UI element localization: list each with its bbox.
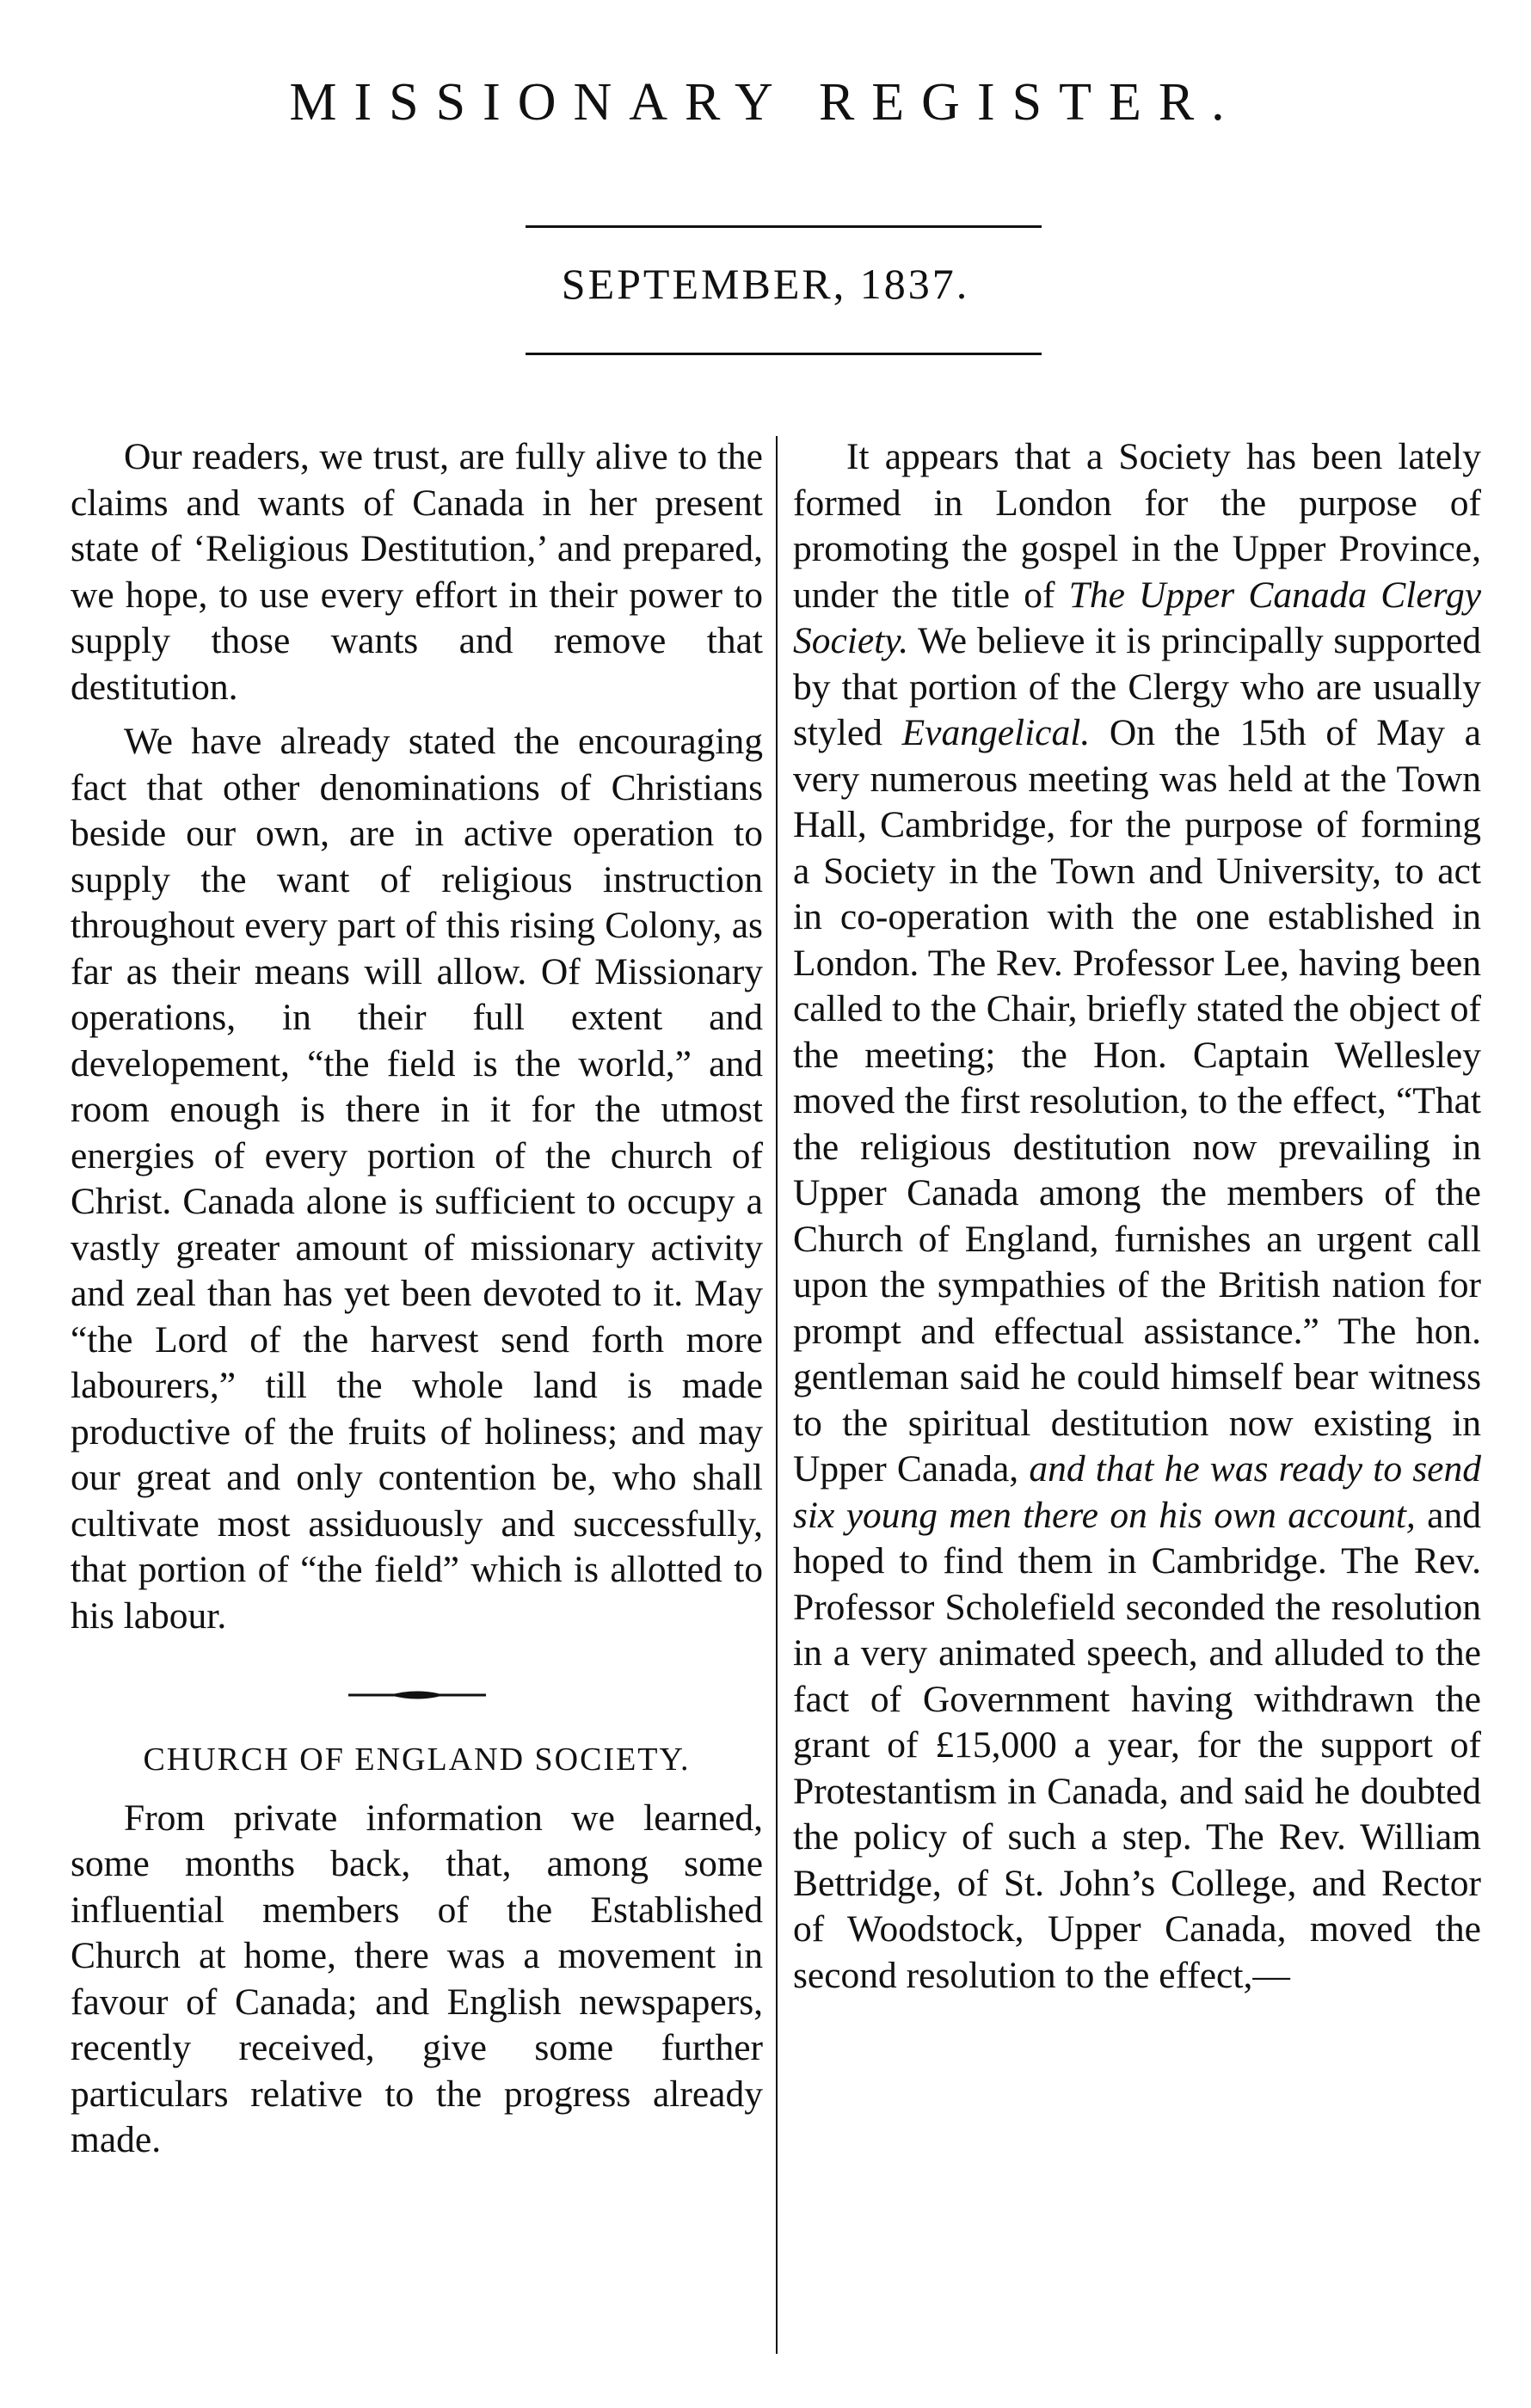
column-divider	[776, 436, 778, 2354]
ornament-divider-icon	[348, 1687, 486, 1703]
paragraph-upper-canada-society	[793, 434, 1481, 1999]
masthead: MISSIONARY REGISTER.	[289, 73, 1242, 132]
italic-quote: and that he was ready to send six young men there on his own account,	[793, 1448, 1481, 1536]
paragraph-readers: Our readers, we trust, are fully alive to the claims and wants of Canada in her present state of ‘Religious Destitution,’ and prepared, we hope, to use every effort in their power to supply those wants and remove that destitution.	[71, 436, 763, 708]
section-heading: CHURCH OF ENGLAND SOCIETY.	[143, 1742, 691, 1778]
top-rule	[526, 225, 1042, 228]
evangelical-term: Evangelical.	[901, 712, 1091, 753]
text-run: We believe it is principally supported by that portion of the Clergy who are usually styled	[793, 620, 1481, 753]
issue-date: SEPTEMBER, 1837.	[561, 260, 970, 308]
right-column	[793, 434, 1481, 2007]
text-run: It appears that a Society has been lately formed in London for the purpose of promoting the gospel in the Upper Province, under the title of	[793, 436, 1481, 616]
left-column	[71, 434, 763, 2172]
text-run: and hoped to find them in Cambridge. The Rev. Professor Scholefield seconded the resolution in a very animated speech, and alluded to the fact of Government having withdrawn the grant of £15,000 a year, for the support of Protestantism in Canada, and said he doubted the policy of such a step. The Rev. William Bettridge, of St. John’s College, and Rector of Woodstock, Upper Canada, moved the second resolution to the effect,—	[793, 1494, 1481, 1996]
paragraph-denominations: We have already stated the encouraging fact that other denominations of Christians beside our own, are in active operation to supply the want of religious instruction throughout every part of this rising Colony, as far as their means will allow. Of Missionary operations, in their full extent and developement, “the field is the world,” and room enough is there in it for the utmost energies of every portion of the church of Christ. Canada alone is sufficient to occupy a vastly greater amount of missionary activity and zeal than has yet been devoted to it. May “the Lord of the harvest send forth more labourers,” till the whole land is made productive of the fruits of holiness; and may our great and only contention be, who shall cultivate most assiduously and successfully, that portion of “the field” which is allotted to his labour.	[71, 721, 763, 1637]
society-name: The Upper Canada Clergy Society.	[793, 574, 1481, 661]
text-run: On the 15th of May a very numerous meeting was held at the Town Hall, Cambridge, for the purpose of forming a Society in the Town and University, to act in co-operation with the one established in London. The Rev. Professor Lee, having been called to the Chair, briefly stated the object of the meeting; the Hon. Captain Wellesley moved the first resolution, to the effect, “That the religious destitution now prevailing in Upper Canada among the members of the Church of England, furnishes an urgent call upon the sympathies of the British nation for prompt and effectual assistance.” The hon. gentleman said he could himself bear witness to the spiritual destitution now existing in Upper Canada,	[793, 712, 1481, 1490]
bottom-rule	[526, 353, 1042, 355]
paragraph-private-information: From private information we learned, some months back, that, among some influential members of the Established Church at home, there was a movement in favour of Canada; and English newspapers, recently received, give some further particulars relative to the progress already made.	[71, 1797, 763, 2160]
